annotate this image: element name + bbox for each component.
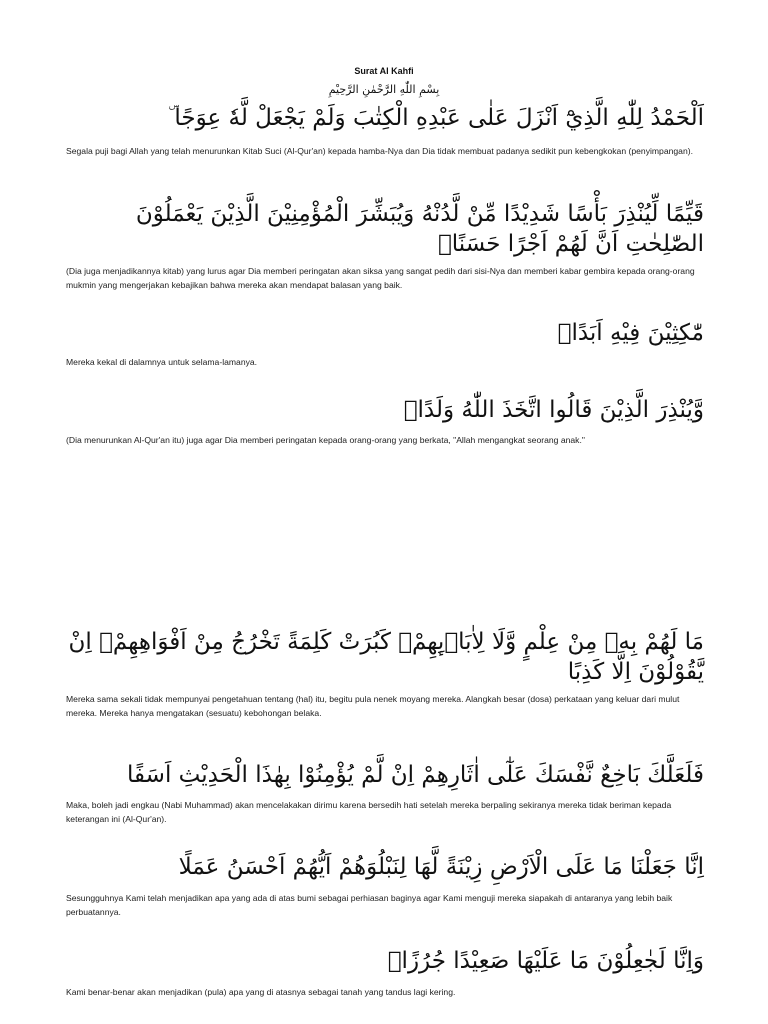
verse-3-arabic: مّٰكِثِيْنَ فِيْهِ اَبَدًاۙ	[557, 320, 704, 346]
verse-7-translation: Sesungguhnya Kami telah menjadikan apa yang ada di atas bumi sebagai perhiasan baginya agar Kami menguji mereka siapakah di antaranya yang lebih baik perbuatannya.	[66, 893, 673, 917]
verse-4-translation: (Dia menurunkan Al-Qur'an itu) juga agar Dia memberi peringatan kepada orang-orang yang berkata, "Allah mengangkat seorang anak."	[66, 435, 585, 445]
document-title: Surat Al Kahfi	[354, 66, 414, 76]
basmala: بِسْمِ اللّٰهِ الرَّحْمٰنِ الرَّحِيْمِ	[328, 83, 440, 96]
verse-8-translation: Kami benar-benar akan menjadikan (pula) apa yang di atasnya sebagai tanah yang tandus lagi kering.	[66, 987, 456, 997]
verse-6-translation: Maka, boleh jadi engkau (Nabi Muhammad) akan mencelakakan dirimu karena bersedih hati setelah mereka berpaling sekiranya mereka tidak beriman kepada keterangan ini (Al-Qur'an).	[66, 800, 672, 824]
verse-8-arabic: وَاِنَّا لَجٰعِلُوْنَ مَا عَلَيْهَا صَعِيْدًا جُرُزًاۗ	[387, 948, 704, 974]
verse-2-arabic: قَيِّمًا لِّيُنْذِرَ بَأْسًا شَدِيْدًا مِّنْ لَّدُنْهُ وَيُبَشِّرَ الْمُؤْمِنِيْنَ الَّذِيْنَ يَعْمَلُوْنَ الصّٰلِحٰتِ اَنَّ لَهُمْ اَجْرًا حَسَنًاۙ	[135, 201, 704, 257]
verse-3-translation: Mereka kekal di dalamnya untuk selama-lamanya.	[66, 357, 258, 367]
verse-5-translation: Mereka sama sekali tidak mempunyai pengetahuan tentang (hal) itu, begitu pula nenek moyang mereka. Alangkah besar (dosa) perkataan yang keluar dari mulut mereka. Mereka hanya mengatakan (sesuatu) kebohongan belaka.	[66, 694, 680, 718]
verse-1-arabic: اَلْحَمْدُ لِلّٰهِ الَّذِيْٓ اَنْزَلَ عَلٰى عَبْدِهِ الْكِتٰبَ وَلَمْ يَجْعَلْ لَّهٗ عِوَجًا ۜ	[168, 105, 704, 131]
verse-5-arabic: مَا لَهُمْ بِهٖ مِنْ عِلْمٍ وَّلَا لِاٰبَاۤىِٕهِمْۗ كَبُرَتْ كَلِمَةً تَخْرُجُ مِنْ اَفْوَاهِهِمْۗ اِنْ يَّقُوْلُوْنَ اِلَّا كَذِبًا	[68, 629, 704, 685]
verse-1-translation: Segala puji bagi Allah yang telah menurunkan Kitab Suci (Al-Qur'an) kepada hamba-Nya dan Dia tidak membuat padanya sedikit pun kebengkokan (penyimpangan).	[66, 146, 693, 156]
verse-2-translation: (Dia juga menjadikannya kitab) yang lurus agar Dia memberi peringatan akan siksa yang sangat pedih dari sisi-Nya dan memberi kabar gembira kepada orang-orang mukmin yang mengerjakan kebajikan bahwa mereka akan mendapat balasan yang baik.	[66, 266, 695, 290]
verse-4-arabic: وَّيُنْذِرَ الَّذِيْنَ قَالُوا اتَّخَذَ اللّٰهُ وَلَدًاۖ	[403, 397, 704, 423]
verse-6-arabic: فَلَعَلَّكَ بَاخِعٌ نَّفْسَكَ عَلٰٓى اٰثَارِهِمْ اِنْ لَّمْ يُؤْمِنُوْا بِهٰذَا الْحَدِيْثِ اَسَفًا	[127, 762, 704, 788]
verse-7-arabic: اِنَّا جَعَلْنَا مَا عَلَى الْاَرْضِ زِيْنَةً لَّهَا لِنَبْلُوَهُمْ اَيُّهُمْ اَحْسَنُ عَمَلًا	[178, 854, 704, 880]
